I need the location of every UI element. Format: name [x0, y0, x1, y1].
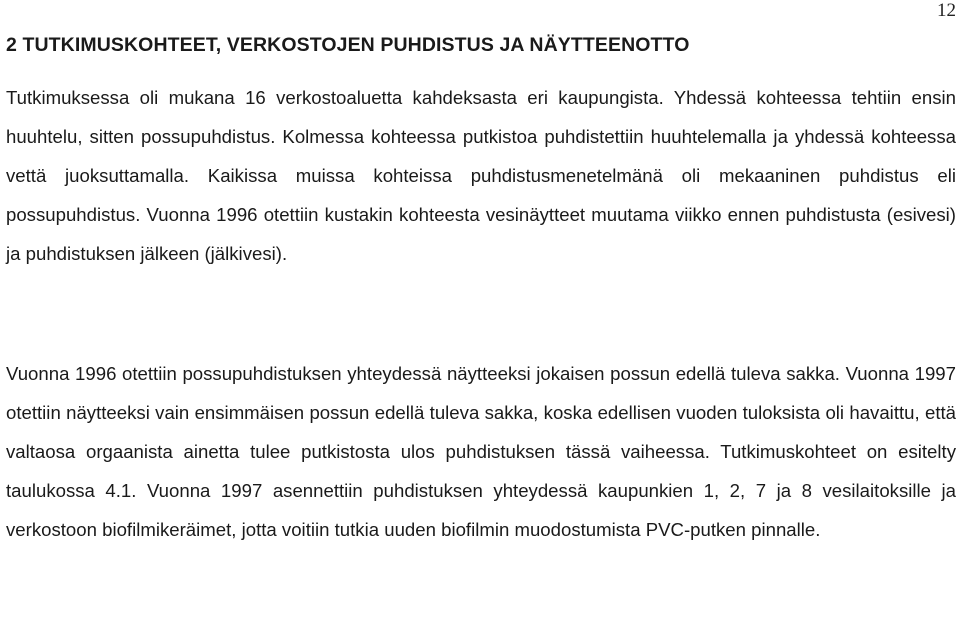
section-heading: 2 TUTKIMUSKOHTEET, VERKOSTOJEN PUHDISTUS JA NÄYTTEENOTTO — [6, 34, 690, 56]
paragraph-1: Tutkimuksessa oli mukana 16 verkostoaluetta kahdeksasta eri kaupungista. Yhdessä kohteessa tehtiin ensin huuhtelu, sitten possupuhdistus. Kolmessa kohteessa putkistoa puhdistettiin huuhtelemalla ja yhdessä kohteessa vettä juoksuttamalla. Kaikissa muissa kohteissa puhdistusmenetelmänä oli mekaaninen puhdistus eli possupuhdistus. Vuonna 1996 otettiin kustakin kohteesta vesinäytteet muutama viikko ennen puhdistusta (esivesi) ja puhdistuksen jälkeen (jälkivesi). — [6, 87, 956, 264]
page-number: 12 — [937, 0, 956, 21]
paragraph-2: Vuonna 1996 otettiin possupuhdistuksen yhteydessä näytteeksi jokaisen possun edellä tuleva sakka. Vuonna 1997 otettiin näytteeksi vain ensimmäisen possun edellä tuleva sakka, koska edellisen vuoden tuloksista oli havaittu, että valtaosa orgaanista ainetta tulee putkistosta ulos puhdistuksen tässä vaiheessa. Tutkimuskohteet on esitelty taulukossa 4.1. Vuonna 1997 asennettiin puhdistuksen yhteydessä kaupunkien 1, 2, 7 ja 8 vesilaitoksille ja verkostoon biofilmikeräimet, jotta voitiin tutkia uuden biofilmin muodostumista PVC-putken pinnalle. — [6, 363, 956, 540]
